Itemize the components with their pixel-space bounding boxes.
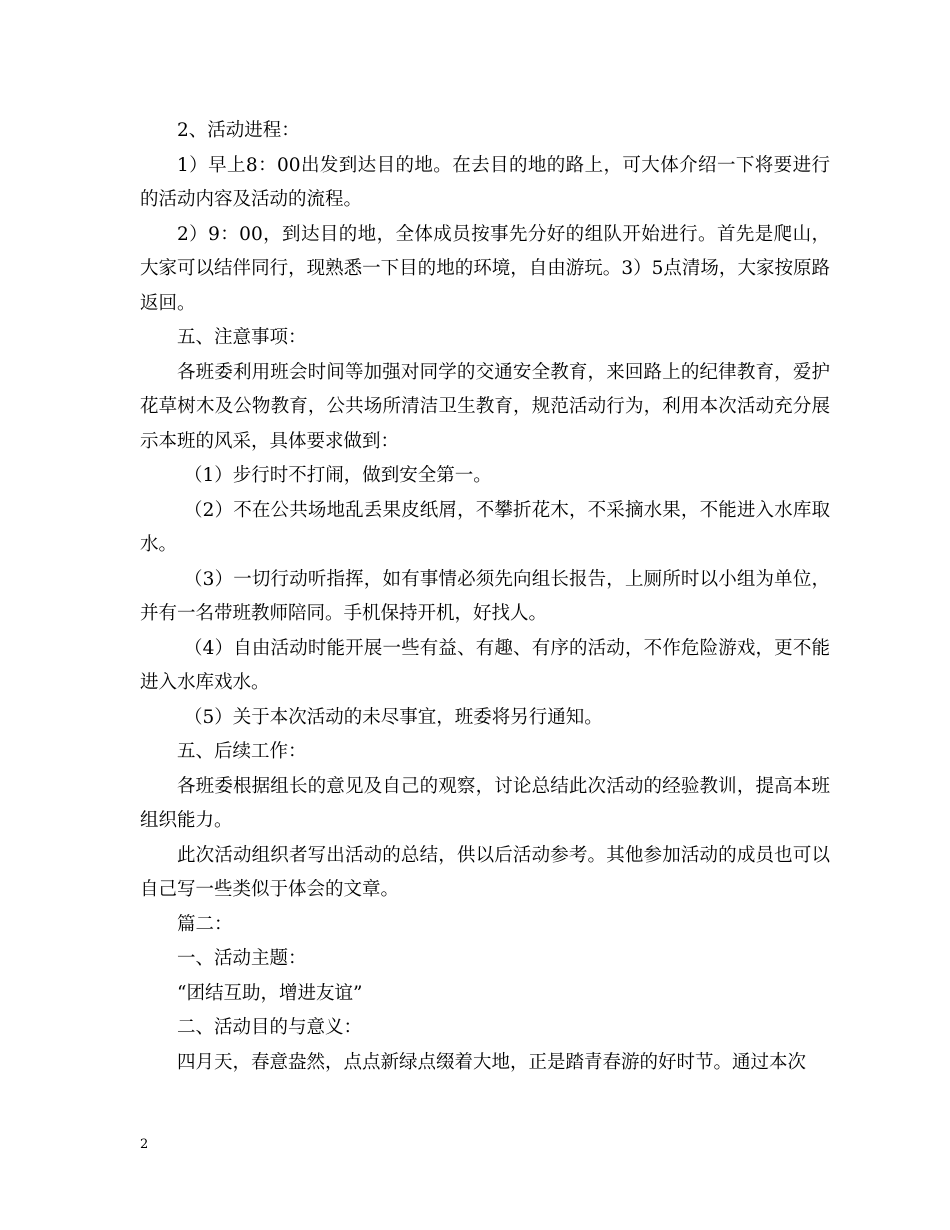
section-heading-theme: 一、活动主题：	[177, 948, 307, 969]
paragraph-follow-up-2: 此次活动组织者写出活动的总结，供以后活动参考。其他参加活动的成员也可以自己写一些类似于体会的文章。	[140, 844, 830, 900]
list-item-requirement-3: （3）一切行动听指挥，如有事情必须先向组长报告，上厕所时以小组为单位，并有一名带班教师陪同。手机保持开机，好找人。	[140, 568, 830, 624]
paragraph-notes-intro: 各班委利用班会时间等加强对同学的交通安全教育，来回路上的纪律教育，爱护花草树木及公物教育，公共场所清洁卫生教育，规范活动行为，利用本次活动充分展示本班的风采，具体要求做到：	[140, 361, 830, 452]
paragraph-step-1: 1）早上8：00出发到达目的地。在去目的地的路上，可大体介绍一下将要进行的活动内容及活动的流程。	[140, 154, 830, 210]
page-number: 2	[140, 1137, 149, 1152]
section-heading-follow-up: 五、后续工作：	[177, 741, 307, 762]
paragraph-purpose: 四月天，春意盎然，点点新绿点缀着大地，正是踏青春游的好时节。通过本次	[177, 1051, 807, 1073]
section-heading-part-two: 篇二：	[177, 913, 233, 935]
section-heading-activity-process: 2、活动进程：	[177, 120, 300, 141]
paragraph-step-2: 2）9：00，到达目的地，全体成员按事先分好的组队开始进行。首先是爬山，大家可以结伴同行，现熟悉一下目的地的环境，自由游玩。3）5点清场，大家按原路返回。	[140, 223, 830, 314]
section-heading-notes: 五、注意事项：	[177, 327, 307, 348]
list-item-requirement-4: （4）自由活动时能开展一些有益、有趣、有序的活动，不作危险游戏，更不能进入水库戏水。	[140, 637, 830, 693]
section-heading-purpose: 二、活动目的与意义：	[177, 1017, 363, 1038]
paragraph-follow-up-1: 各班委根据组长的意见及自己的观察，讨论总结此次活动的经验教训，提高本班组织能力。	[140, 775, 830, 831]
list-item-requirement-2: （2）不在公共场地乱丢果皮纸屑，不攀折花木，不采摘水果，不能进入水库取水。	[140, 499, 830, 555]
list-item-requirement-1: （1）步行时不打闹，做到安全第一。	[184, 465, 492, 486]
list-item-requirement-5: （5）关于本次活动的未尽事宜，班委将另行通知。	[184, 706, 603, 728]
document-body	[140, 114, 830, 1080]
paragraph-theme-quote: “团结互助，增进友谊”	[177, 982, 363, 1004]
